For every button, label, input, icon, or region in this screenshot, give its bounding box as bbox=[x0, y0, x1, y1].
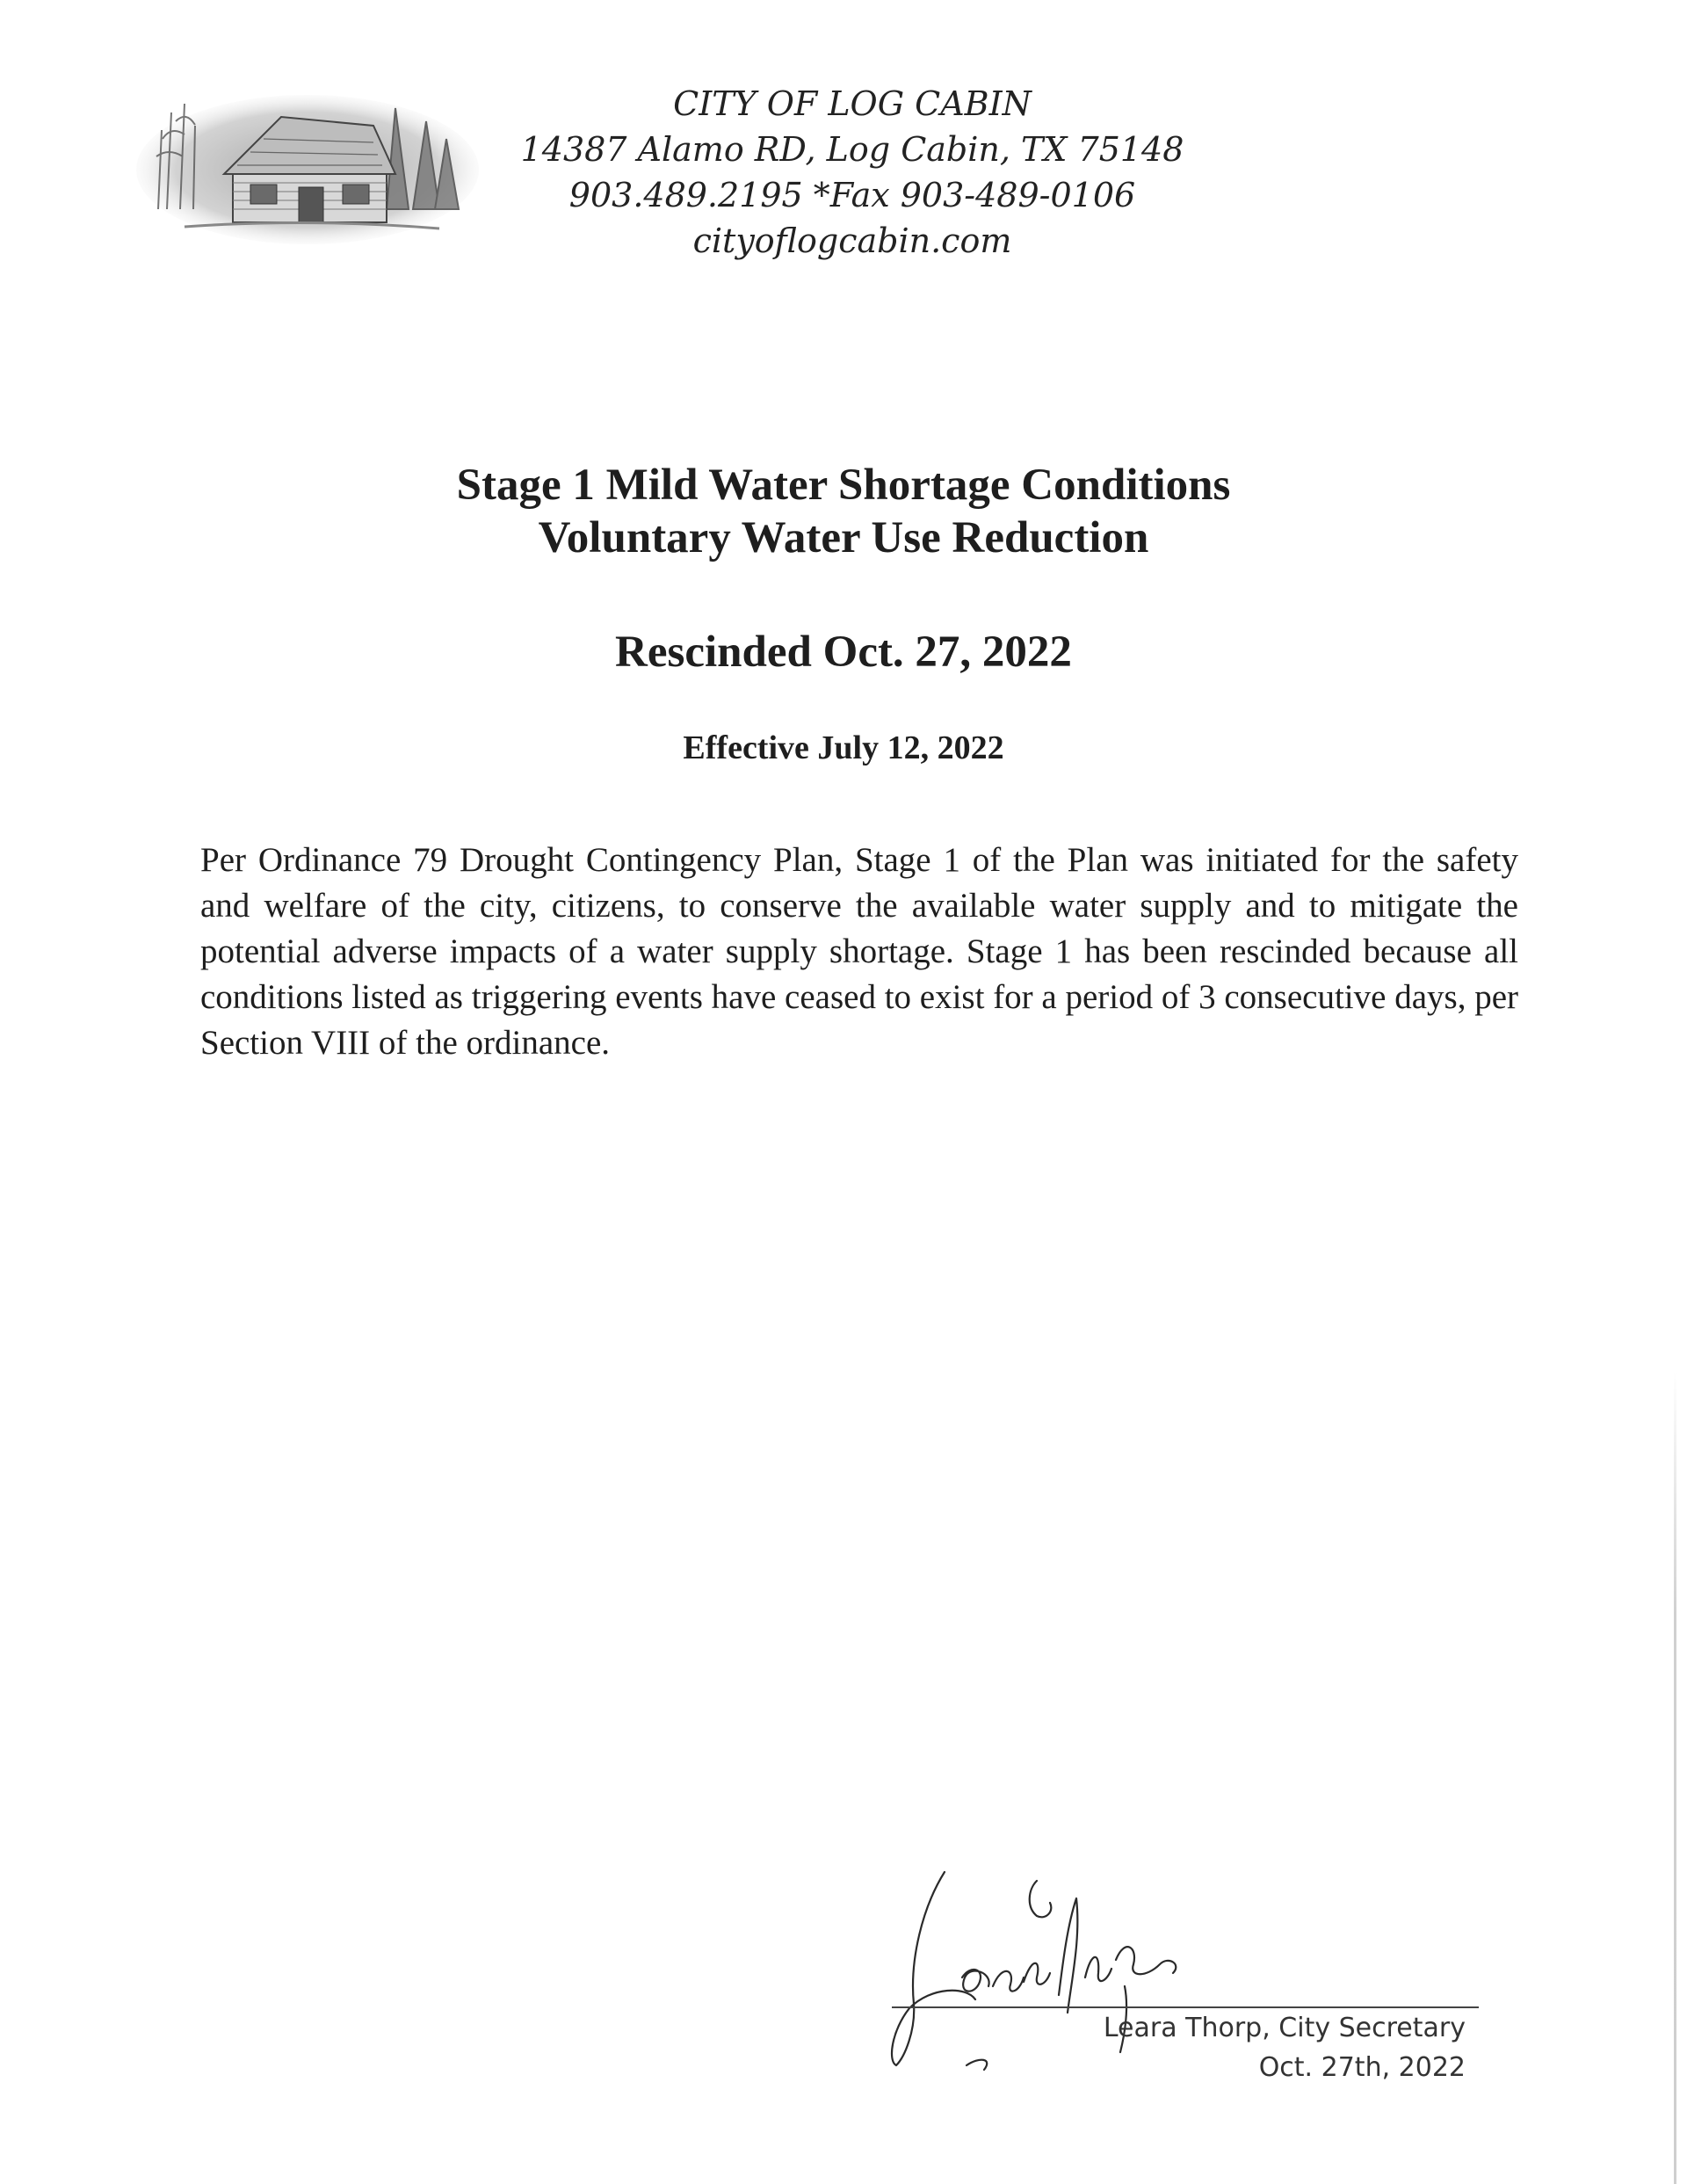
effective-date: Effective July 12, 2022 bbox=[683, 729, 1004, 766]
city-address: 14387 Alamo RD, Log Cabin, TX 75148 bbox=[520, 130, 1184, 169]
signer-name-title: Leara Thorp, City Secretary bbox=[1103, 2013, 1466, 2043]
log-cabin-logo bbox=[132, 77, 483, 253]
signature-date: Oct. 27th, 2022 bbox=[1258, 2052, 1466, 2083]
city-phone-fax: 903.489.2195 *Fax 903-489-0106 bbox=[568, 176, 1136, 214]
city-website: cityoflogcabin.com bbox=[692, 221, 1012, 260]
letterhead bbox=[488, 81, 1217, 264]
signature-block bbox=[984, 2008, 1466, 2087]
notice-title-line1: Stage 1 Mild Water Shortage Conditions bbox=[456, 461, 1231, 510]
notice-body: Per Ordinance 79 Drought Contingency Plan, Stage 1 of the Plan was initiated for the safety and welfare of the city, citizens, to conserve the available water supply and to mitigate the potential adverse impacts of a water supply shortage. Stage 1 has been rescinded because all conditions listed as triggering events have ceased to exist for a period of 3 consecutive days, per Section VIII of the ordinance. bbox=[200, 841, 1518, 1062]
city-name: CITY OF LOG CABIN bbox=[673, 84, 1032, 123]
scan-edge-shadow bbox=[1674, 1371, 1676, 2184]
rescinded-date: Rescinded Oct. 27, 2022 bbox=[615, 628, 1072, 677]
notice-title-line2: Voluntary Water Use Reduction bbox=[538, 513, 1149, 562]
